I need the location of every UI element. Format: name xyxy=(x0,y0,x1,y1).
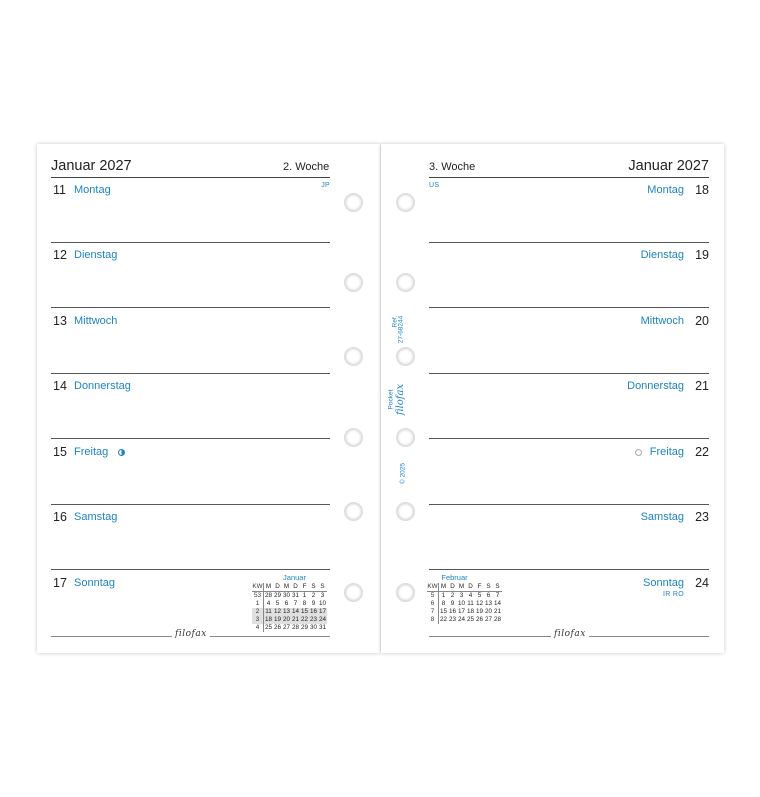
spine-copyright: © 2025 xyxy=(399,462,407,485)
day-divider xyxy=(51,307,330,308)
cal-day: 14 xyxy=(291,608,299,615)
day-name: Montag xyxy=(647,184,684,196)
cal-day: 13 xyxy=(484,600,492,607)
binder-hole xyxy=(344,583,363,602)
cal-day: 26 xyxy=(273,624,281,631)
cal-day: 3 xyxy=(459,592,464,599)
cal-kw: 4 xyxy=(252,624,264,632)
cal-day: 25 xyxy=(466,616,474,623)
cal-day: 9 xyxy=(450,600,455,607)
cal-day: 15 xyxy=(439,608,447,615)
day-name: Freitag xyxy=(649,446,684,458)
cal-head: M xyxy=(283,583,290,590)
cal-kw: 53 xyxy=(252,592,264,601)
cal-day: 28 xyxy=(493,616,501,623)
cal-day: 12 xyxy=(475,600,483,607)
cal-day: 20 xyxy=(282,616,290,623)
cal-day: 31 xyxy=(291,592,299,599)
filofax-footer-logo: filofax xyxy=(172,629,210,639)
day-name: Mittwoch xyxy=(74,315,118,327)
day-number: 17 xyxy=(53,576,67,590)
cal-head: KW xyxy=(252,583,263,590)
cal-head: M xyxy=(264,583,274,592)
cal-day: 12 xyxy=(273,608,281,615)
cal-day: 27 xyxy=(484,616,492,623)
day-divider xyxy=(51,438,330,439)
day-name: Dienstag xyxy=(640,249,684,261)
cal-day: 21 xyxy=(493,608,501,615)
cal-day: 6 xyxy=(486,592,491,599)
cal-kw: 1 xyxy=(252,600,264,608)
cal-kw: 6 xyxy=(427,600,439,608)
cal-day: 26 xyxy=(475,616,483,623)
day-name: Montag xyxy=(74,184,111,196)
day-row-wednesday[interactable] xyxy=(51,309,330,374)
spine-size-label: Pocket xyxy=(387,389,395,410)
day-divider xyxy=(429,438,709,439)
cal-day: 4 xyxy=(468,592,473,599)
cal-day: 3 xyxy=(320,592,325,599)
cal-head: S xyxy=(309,583,318,592)
cal-day: 16 xyxy=(309,608,317,615)
day-number: 16 xyxy=(53,510,67,524)
filofax-footer-logo: filofax xyxy=(551,629,589,639)
day-row-friday[interactable] xyxy=(51,440,330,505)
day-number: 13 xyxy=(53,314,67,328)
cal-day: 27 xyxy=(282,624,290,631)
day-row-thursday[interactable] xyxy=(51,374,330,439)
day-row-thursday[interactable] xyxy=(429,374,709,439)
cal-kw: 8 xyxy=(427,616,439,624)
cal-head: M xyxy=(439,583,449,592)
cal-day: 7 xyxy=(495,592,500,599)
left-diary-page xyxy=(37,144,380,653)
binder-hole xyxy=(396,347,415,366)
cal-head: M xyxy=(458,583,465,590)
cal-day: 30 xyxy=(309,624,317,631)
cal-kw: 3 xyxy=(252,616,264,624)
mini-calendar-januar xyxy=(252,573,327,632)
cal-day: 22 xyxy=(300,616,308,623)
cal-head: D xyxy=(273,583,282,592)
page-week-label: 3. Woche xyxy=(429,161,476,173)
day-name: Donnerstag xyxy=(74,380,131,392)
day-name: Sonntag xyxy=(643,577,684,589)
binder-hole xyxy=(344,428,363,447)
cal-day: 30 xyxy=(282,592,290,599)
cal-day: 23 xyxy=(448,616,456,623)
cal-day: 14 xyxy=(493,600,501,607)
cal-head: F xyxy=(475,583,484,592)
cal-day: 23 xyxy=(309,616,317,623)
cal-kw: 5 xyxy=(427,592,439,601)
cal-day: 19 xyxy=(475,608,483,615)
cal-day: 5 xyxy=(477,592,482,599)
mini-calendar-grid xyxy=(427,583,502,624)
day-name: Samstag xyxy=(640,511,684,523)
holiday-codes: IR RO xyxy=(663,591,684,598)
cal-day: 18 xyxy=(466,608,474,615)
right-diary-page xyxy=(381,144,724,653)
cal-day: 11 xyxy=(467,600,474,607)
cal-day: 31 xyxy=(318,624,326,631)
cal-day: 24 xyxy=(457,616,465,623)
day-name: Freitag xyxy=(74,446,109,458)
mini-calendar-title: Januar xyxy=(283,573,306,582)
cal-day: 2 xyxy=(450,592,455,599)
cal-day: 20 xyxy=(484,608,492,615)
binder-hole xyxy=(396,583,415,602)
binder-hole xyxy=(396,273,415,292)
cal-head: S xyxy=(493,583,502,592)
binder-hole xyxy=(344,193,363,212)
day-row-saturday[interactable] xyxy=(429,505,709,570)
day-number: 20 xyxy=(695,314,709,328)
day-number: 24 xyxy=(695,576,709,590)
holiday-code: JP xyxy=(321,182,330,189)
day-name: Mittwoch xyxy=(640,315,684,327)
day-divider xyxy=(51,569,330,570)
cal-day: 7 xyxy=(293,600,298,607)
cal-head: D xyxy=(466,583,475,592)
cal-day: 18 xyxy=(264,616,272,623)
cal-day: 10 xyxy=(457,600,465,607)
cal-day: 21 xyxy=(291,616,299,623)
day-number: 19 xyxy=(695,248,709,262)
cal-head: D xyxy=(448,583,457,592)
cal-head: F xyxy=(300,583,309,592)
day-row-monday[interactable] xyxy=(51,178,330,243)
cal-day: 24 xyxy=(318,616,326,623)
cal-head: S xyxy=(318,583,327,592)
cal-day: 17 xyxy=(457,608,465,615)
cal-day: 1 xyxy=(441,592,446,599)
cal-day: 22 xyxy=(439,616,447,623)
binder-hole xyxy=(344,502,363,521)
day-number: 23 xyxy=(695,510,709,524)
cal-day: 13 xyxy=(282,608,290,615)
binder-hole xyxy=(344,347,363,366)
day-row-monday[interactable] xyxy=(429,178,709,243)
page-month-title: Januar 2027 xyxy=(51,158,132,174)
day-number: 18 xyxy=(695,183,709,197)
holiday-code: US xyxy=(429,182,440,189)
cal-day: 2 xyxy=(311,592,316,599)
spine-ref-code: 27-68244 xyxy=(397,315,405,344)
half-moon-icon xyxy=(118,449,125,456)
day-name: Donnerstag xyxy=(627,380,684,392)
day-number: 22 xyxy=(695,445,709,459)
cal-day: 25 xyxy=(264,624,272,631)
day-name: Dienstag xyxy=(74,249,118,261)
page-month-title: Januar 2027 xyxy=(628,158,709,174)
day-number: 21 xyxy=(695,379,709,393)
day-divider xyxy=(429,307,709,308)
cal-kw: 2 xyxy=(252,608,264,616)
day-number: 14 xyxy=(53,379,67,393)
cal-day: 9 xyxy=(311,600,316,607)
day-number: 15 xyxy=(53,445,67,459)
cal-head: KW xyxy=(427,583,438,590)
day-row-tuesday[interactable] xyxy=(429,243,709,308)
cal-day: 6 xyxy=(284,600,289,607)
full-moon-icon xyxy=(635,449,642,456)
day-number: 12 xyxy=(53,248,67,262)
cal-day: 10 xyxy=(318,600,326,607)
mini-calendar-grid xyxy=(252,583,327,632)
cal-head: D xyxy=(291,583,300,592)
day-name: Sonntag xyxy=(74,577,115,589)
cal-day: 28 xyxy=(264,592,272,599)
cal-day: 1 xyxy=(302,592,307,599)
cal-day: 19 xyxy=(273,616,281,623)
day-row-wednesday[interactable] xyxy=(429,309,709,374)
day-row-friday[interactable] xyxy=(429,440,709,505)
cal-day: 8 xyxy=(302,600,307,607)
cal-day: 29 xyxy=(273,592,281,599)
cal-day: 17 xyxy=(318,608,326,615)
binder-hole xyxy=(344,273,363,292)
spine-filofax-logo: filofax xyxy=(395,383,407,416)
cal-day: 5 xyxy=(275,600,280,607)
day-row-tuesday[interactable] xyxy=(51,243,330,308)
day-number: 11 xyxy=(53,183,66,197)
cal-day: 8 xyxy=(441,600,446,607)
cal-kw: 7 xyxy=(427,608,439,616)
binder-hole xyxy=(396,193,415,212)
binder-hole xyxy=(396,428,415,447)
mini-calendar-februar xyxy=(427,573,502,624)
cal-day: 28 xyxy=(291,624,299,631)
spine-ref-label: Ref. xyxy=(391,315,399,328)
day-name: Samstag xyxy=(74,511,118,523)
cal-day: 4 xyxy=(266,600,271,607)
cal-head: S xyxy=(484,583,493,592)
page-week-label: 2. Woche xyxy=(283,161,330,173)
cal-day: 16 xyxy=(448,608,456,615)
day-divider xyxy=(429,569,709,570)
cal-day: 29 xyxy=(300,624,308,631)
cal-day: 11 xyxy=(265,608,272,615)
binder-hole xyxy=(396,502,415,521)
day-row-saturday[interactable] xyxy=(51,505,330,570)
mini-calendar-title: Februar xyxy=(441,573,468,582)
cal-day: 15 xyxy=(300,608,308,615)
